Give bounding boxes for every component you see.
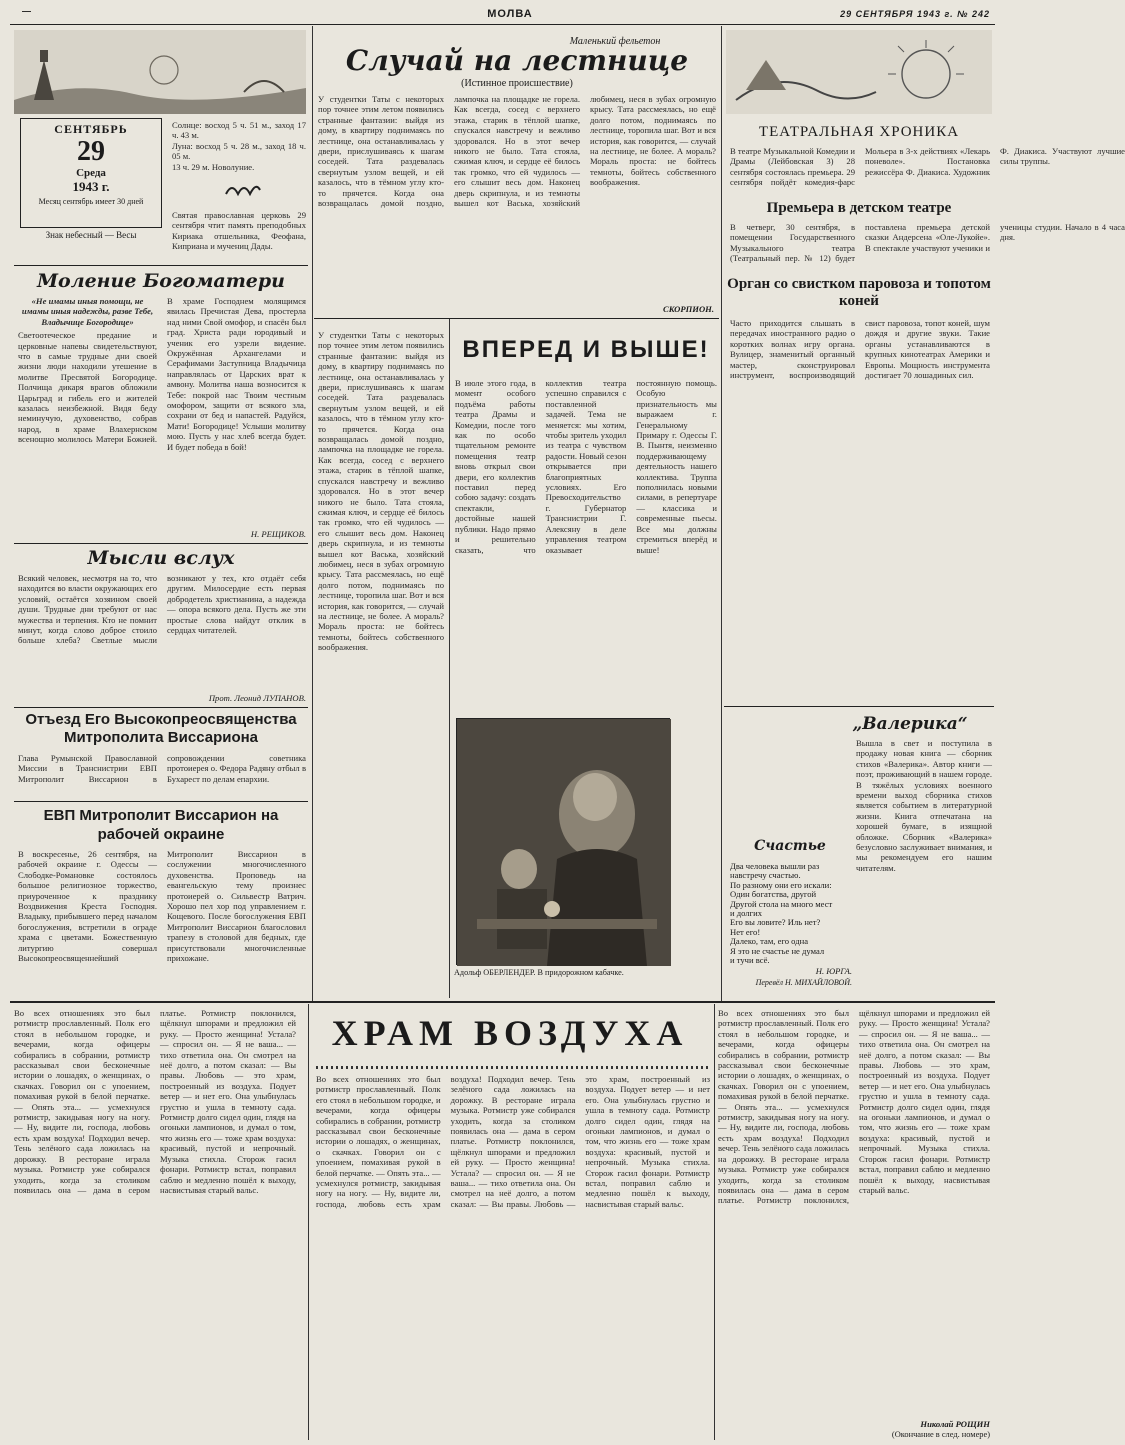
feuilleton-kicker: Маленький фельетон xyxy=(569,36,661,47)
poem-line: и долгих xyxy=(730,908,763,919)
feuilleton-title: Случай на лестнице xyxy=(345,44,689,77)
poem-line: Два человека вышли раз xyxy=(730,861,820,871)
calendar-year: 1943 г. xyxy=(72,179,110,194)
calendar-day: 29 xyxy=(77,136,105,167)
poem-line: Нет его! xyxy=(730,926,761,937)
feuilleton-signature: СКОРПИОН. xyxy=(662,304,714,314)
calendar-phase: 13 ч. 29 м. Новолуние. xyxy=(172,161,255,172)
poem-line: Далеко, там, его одна xyxy=(730,936,809,947)
calendar-note: Месяц сентябрь имеет 30 дней xyxy=(38,197,144,206)
premiere-body: В четверг, 30 сентября, в помещении Государственного Музыкального театра (Театральный пер. № 12) будет поставлена премьера детской сказки Андерсена «Оле-Лукойе». В спектакле участвуют ученики и ученицы студии. Начало в 4 часа дня. xyxy=(730,222,1125,264)
temple-body-right: Во всех отношениях это был ротмистр прославленный. Полк его стоял в небольшом городке, и вечерами, когда офицеры собирались в собрании, ротмистр рассказывал свои бесконечные истории о лошадях, о женщинах, о скачках. Говорил он с упоением, помахивая рукой в белой перчатке. — Опять эта... — усмехнулся ротмистр, закидывая ногу на ногу. — Ну, видите ли, господа, любовь есть храм воздуха! Подходил вечер. Тень зелёного сада ложилась на дорожку. В ресторане играла музыка. Ротмистр уже собирался уходить, когда за столиком появилась она — дама в сером платье. Ротмистр поклонился, щёлкнул шпорами и предложил ей руку. — Просто женщина! Устала? — спросил он. — Я не ваша... — тихо ответила она. Он смотрел на неё долго, а потом сказал: — Вы правы. Любовь — это храм, построенный из воздуха. Подует ветер — и нет его. Она улыбнулась грустно и ушла в темноту сада. Ротмистр долго сидел один, глядя на огоньки лампионов, и думал о том, что жизнь его — тоже храм воздуха: красивый, пустой и непрочный. Музыка стихла. Сторож гасил фонари. Ротмистр встал, поправил саблю и медленно пошёл к выходу, насвистывая старый вальс. xyxy=(718,1008,990,1206)
divider-col-3 xyxy=(721,26,722,1001)
visit-title: ЕВП Митрополит Виссарион на рабочей окраине xyxy=(43,807,279,843)
painting-photo xyxy=(456,718,670,965)
premiere-title: Премьера в детском театре xyxy=(766,200,952,216)
poem-line: Другой стола на много мест xyxy=(730,898,833,909)
poem-line: и тучи всё. xyxy=(730,955,770,966)
thoughts-signature: Прот. Леонид ЛУПАНОВ. xyxy=(208,693,306,703)
poem-line: Один богатства, другой xyxy=(730,889,817,900)
temple-ornament xyxy=(316,1066,710,1069)
poem-line: Я это не счастье не думал xyxy=(730,945,825,956)
metropolitan-body: Глава Румынской Православной Миссии в Транснистрии ЕВП Митрополит Виссарион в сопровождении советника протоиерея о. Федора Радяну отбыл в Бухарест по делам епархии. xyxy=(18,753,306,784)
calendar-weekday: Среда xyxy=(76,167,106,179)
divider-col-1 xyxy=(312,26,313,1001)
temple-title: ХРАМ ВОЗДУХА xyxy=(331,1013,689,1053)
calendar-box xyxy=(20,118,162,228)
valerika-body: Вышла в свет и поступила в продажу новая книга — сборник стихов «Валерика». Автор книги — поэт, проживающий в нашем городе. В тяжёлых условиях военного времени выход сборника стихов является событием в литературной жизни. Книга отпечатана на хорошей бумаге, в изящной обложке. Сборник «Валерика» безусловно заслуживает внимания, и мы рекомендуем его нашим читателям. xyxy=(856,738,992,873)
rule-feuilleton xyxy=(314,318,719,319)
happiness-title: Счастье xyxy=(754,838,826,854)
happiness-signature: Н. ЮРГА. xyxy=(815,966,852,976)
prayer-text: Светоотеческое предание и церковные напевы свидетельствуют, что в самые трудные дни своей жизни люди находили утешение в молитве Пресвятой Богородице. Полчища дикаря врагов обложили Царьград и гибель его и жителей казалась неизбежной. Видя беду неминучую, духовенство, собрав народ, в храме Влахернском всенощно молилось Матери Божией. В храме Господнем молящимся явилась Пречистая Дева, простерла над ними Свой омофор, и спасён был град. Христа ради юродивый и ученик его узрели видение. Окружённая Архангелами и Серафимами Заступница Владычица направлялась от Царских врат к амвону. Молитва наша возносится к Тебе: покрой нас Твоим честным омофором, защити от всякого зла, сохрани от бед и напастей. Радуйся, Мати! Богородице! Услыши молитву мою. Пусть у нас хлеб всегда будет. И будет победа в бой! xyxy=(18,296,306,452)
prayer-body xyxy=(18,296,306,528)
rule-visit xyxy=(14,801,308,802)
temple-body-left: Во всех отношениях это был ротмистр прославленный. Полк его стоял в небольшом городке, и вечерами, когда офицеры собирались в собрании, ротмистр рассказывал свои бесконечные истории о лошадях, о женщинах, о скачках. Говорил он с упоением, помахивая рукой в белой перчатке. — Опять эта... — усмехнулся ротмистр, закидывая ногу на ногу. — Ну, видите ли, господа, любовь есть храм воздуха! Подходил вечер. Тень зелёного сада ложилась на дорожку. В ресторане играла музыка. Ротмистр уже собирался уходить, когда за столиком появилась она — дама в сером платье. Ротмистр поклонился, щёлкнул шпорами и предложил ей руку. — Просто женщина! Устала? — спросил он. — Я не ваша... — тихо ответила она. Он смотрел на неё долго, а потом сказал: — Вы правы. Любовь — это храм, построенный из воздуха. Подует ветер — и нет его. Она улыбнулась грустно и ушла в темноту сада. Ротмистр долго сидел один, глядя на огоньки лампионов, и думал о том, что жизнь его — тоже храм воздуха: красивый, пустой и непрочный. Музыка стихла. Сторож гасил фонари. Ротмистр встал, поправил саблю и медленно пошёл к выходу, насвистывая старый вальс. xyxy=(14,1008,296,1195)
theatre-illustration xyxy=(726,30,992,114)
organ-title: Орган со свистком паровоза и топотом коней xyxy=(727,276,991,309)
calendar-moon: Луна: восход 5 ч. 28 м., заход 18 ч. 05 м. xyxy=(172,140,306,162)
temple-body-center: Во всех отношениях это был ротмистр прославленный. Полк его стоял в небольшом городке, и вечерами, когда офицеры собирались в собрании, ротмистр рассказывал свои бесконечные истории о лошадях, о женщинах, о скачках. Говорил он с упоением, помахивая рукой в белой перчатке. — Опять эта... — усмехнулся ротмистр, закидывая ногу на ногу. — Ну, видите ли, господа, любовь есть храм воздуха! Подходил вечер. Тень зелёного сада ложилась на дорожку. В ресторане играла музыка. Ротмистр уже собирался уходить, когда за столиком появилась она — дама в сером платье. Ротмистр поклонился, щёлкнул шпорами и предложил ей руку. — Просто женщина! Устала? — спросил он. — Я не ваша... — тихо ответила она. Он смотрел на неё долго, а потом сказал: — Вы правы. Любовь — это храм, построенный из воздуха. Подует ветер — и нет его. Она улыбнулась грустно и ушла в темноту сада. Ротмистр долго сидел один, глядя на огоньки лампионов, и думал о том, что жизнь его — тоже храм воздуха: красивый, пустой и непрочный. Музыка стихла. Сторож гасил фонари. Ротмистр встал, поправил саблю и медленно пошёл к выходу, насвистывая старый вальс. xyxy=(316,1074,710,1209)
masthead-title: МОЛВА xyxy=(487,8,533,20)
feuilleton-body: У студентки Таты с некоторых пор точнее этим летом появились странные фантазии: выйдя из дому, в квартиру поднимаясь по лестнице, она останавливалась у двери, прислушиваясь к шагам соседей. Тата раздевалась свернутым узлом вещей, и ей казалось, что в тёмном углу кто-то прячется. Когда она возвращалась домой поздно, лампочка на площадке не горела. Как всегда, сосед с верхнего этажа, старик в тёплой шапке, спускался навстречу и вежливо здоровался. Но в этот вечер никого не было. Тата стояла, сжимая ключ, и сердце её билось так громко, что ей чудилось — его слышит весь дом. Наконец дверь скрипнула, и из темноты вышел кот Васька, хозяйский любимец, неся в зубах огромную крысу. Тата рассмеялась, но ещё долго потом, поднимаясь по лестнице, торопила шаг. Вот и вся история, как говорится, — случай на лестнице, не более. А мораль? Мораль проста: не бойтесь темноты, бойтесь собственного воображения. xyxy=(318,94,716,209)
divider-bottom-2 xyxy=(714,1004,715,1440)
organ-body: Часто приходится слышать в передачах иностранного радио о коротких волнах игру органа. Вулицер, знаменитый органный мастер, сконструировал инструмент, воспроизводящий свист паровоза, топот коней, шум дождя и другие звуки. Такие органы устанавливаются в крупных кинотеатрах Америки и Европы. Мощность инструмента достигает 70 лошадиных сил. xyxy=(730,318,990,381)
happiness-translator: Перевёл Н. МИХАЙЛОВОЙ. xyxy=(755,978,852,987)
rule-thoughts xyxy=(14,543,308,544)
theatre-title: ТЕАТРАЛЬНАЯ ХРОНИКА xyxy=(758,124,960,140)
forward-body-left: У студентки Таты с некоторых пор точнее этим летом появились странные фантазии: выйдя из дому, в квартиру поднимаясь по лестнице, она останавливалась у двери, прислушиваясь к шагам соседей. Тата раздевалась свернутым узлом вещей, и ей казалось, что в тёмном углу кто-то прячется. Когда она возвращалась домой поздно, лампочка на площадке не горела. Как всегда, сосед с верхнего этажа, старик в тёплой шапке, спускался навстречу и вежливо здоровался. Но в этот вечер никого не было. Тата стояла, сжимая ключ, и сердце её билось так громко, что ей чудилось — его слышит весь дом. Наконец дверь скрипнула, и из темноты вышел кот Васька, хозяйский любимец, неся в зубах огромную крысу. Тата рассмеялась, но ещё долго потом, поднимаясь по лестнице, торопила шаг. Вот и вся история, как говорится, — случай на лестнице, не более. А мораль? Мораль проста: не бойтесь темноты, бойтесь собственного воображения. xyxy=(318,330,444,653)
happiness-poem xyxy=(730,862,852,966)
forward-title: ВПЕРЕД И ВЫШЕ! xyxy=(462,336,710,363)
theatre-body: В театре Музыкальной Комедии и Драмы (Лейбовская 3) 28 сентября состоялась премьера. 29 сентября пойдёт комедия-фарс Мольера в 3-х действиях «Лекарь поневоле». Постановка режиссёра Ф. Диакиса. Художник Ф. Диакиса. Участвуют лучшие силы труппы. xyxy=(730,146,1125,188)
rule-bottom-section xyxy=(10,1001,995,1003)
calendar-saints: Святая православная церковь 29 сентября чтит память преподобных Кириака отшельника, Феофана, Киприана и мучениц Дады. xyxy=(172,210,306,252)
rule-metropolitan xyxy=(14,707,308,708)
calendar-astro xyxy=(172,120,306,172)
thoughts-title: Мысли вслух xyxy=(87,547,235,569)
calendar-sun: Солнце: восход 5 ч. 51 м., заход 17 ч. 43 м. xyxy=(172,120,306,141)
feuilleton-subtitle: (Истинное происшествие) xyxy=(461,78,573,89)
temple-signature: Николай РОЩИН xyxy=(920,1419,990,1429)
zodiac-icon xyxy=(222,178,262,200)
masthead-left: — xyxy=(22,6,32,16)
poem-line: По разному они его искали: xyxy=(730,879,832,890)
divider-bottom-1 xyxy=(308,1004,309,1440)
temple-continued: (Окончание в след. номере) xyxy=(891,1430,990,1439)
forward-body-right: В июле этого года, в момент особого подъёма работы театра Драмы и Комедии, после того как по особо тщательном ремонте помещения театр вновь открыл свои двери, его коллектив поставил перед собою задачу: создать спектакли, достойные нашей публики. Надо прямо и решительно сказать, что коллектив театра успешно справился с поставленной задачей. Тема не меняется: мы хотим, чтобы зритель уходил из театра с чувством радости. Новый сезон открывается при благоприятных условиях. Его Превосходительство г. Губернатор Транснистрии Г. Алексяну в деле управления театром оказывает постоянную помощь. Особую признательность мы выражаем г. Генеральному Примару г. Одессы Г. В. Пынтя, неизменно поддерживающему деятельность нашего коллектива. Труппа пополнилась новыми силами, в репертуаре — классика и современные пьесы. Все мы должны стремиться вперёд и выше! xyxy=(455,378,717,555)
calendar-sign: Знак небесный — Весы xyxy=(45,230,137,240)
rule-valerika xyxy=(724,706,994,707)
prayer-epigraph: «Не имамы иныя помощи, не имамы иныя надежды, разве Тебе, Владычице Богородице» xyxy=(21,296,154,327)
poem-line: Его вы ловите? Иль нет? xyxy=(730,917,821,928)
rule-prayer xyxy=(14,265,308,266)
photo-caption: Адольф ОБЕРЛЕНДЕР. В придорожном кабачке. xyxy=(454,968,624,977)
calendar-illustration xyxy=(14,30,306,114)
divider-forward xyxy=(449,318,450,998)
thoughts-body: Всякий человек, несмотря на то, что находится во власти окружающих его условий, остаётся хозяином своей души. Трудные дни требуют от нас мужества и терпения. Кто не помнит минут, когда слово доброе стоило больше хлеба? Светлые мысли возникают у тех, кто отдаёт себя другим. Милосердие есть первая добродетель христианина, а надежда — опора всякого дела. Пусть же эти простые слова найдут отклик в сердцах читателей. xyxy=(18,573,306,646)
masthead-rule xyxy=(10,24,995,25)
masthead-date: 29 СЕНТЯБРЯ 1943 г. № 242 xyxy=(840,9,990,19)
prayer-title: Моление Богоматери xyxy=(36,270,285,292)
calendar-month: СЕНТЯБРЬ xyxy=(54,122,128,136)
valerika-title: „Валерика“ xyxy=(852,714,968,734)
metropolitan-title: Отъезд Его Высокопреосвященства Митрополита Виссариона xyxy=(25,711,297,746)
visit-body: В воскресенье, 26 сентября, на рабочей окраине г. Одессы — Слободке-Романовке состоялось большое религиозное торжество, приуроченное к празднику Воздвижения Креста Господня. Владыку, прибывшего перед началом богослужения, встретили в ограде храма с цветами. Божественную литургию совершал Высокопреосвященнейший Митрополит Виссарион в сослужении многочисленного духовенства. Проповедь на евангельскую тему произнес протоиерей о. Сильвестр Ватрич. Хорошо пел хор под управлением г. Кощевого. После богослужения ЕВП Митрополит Виссарион благословил трапезу в столовой для бедных, где присутствовали многочисленные прихожане. xyxy=(18,849,306,964)
prayer-signature: Н. РЕЩИКОВ. xyxy=(250,529,306,539)
poem-line: навстречу счастью. xyxy=(730,870,801,881)
